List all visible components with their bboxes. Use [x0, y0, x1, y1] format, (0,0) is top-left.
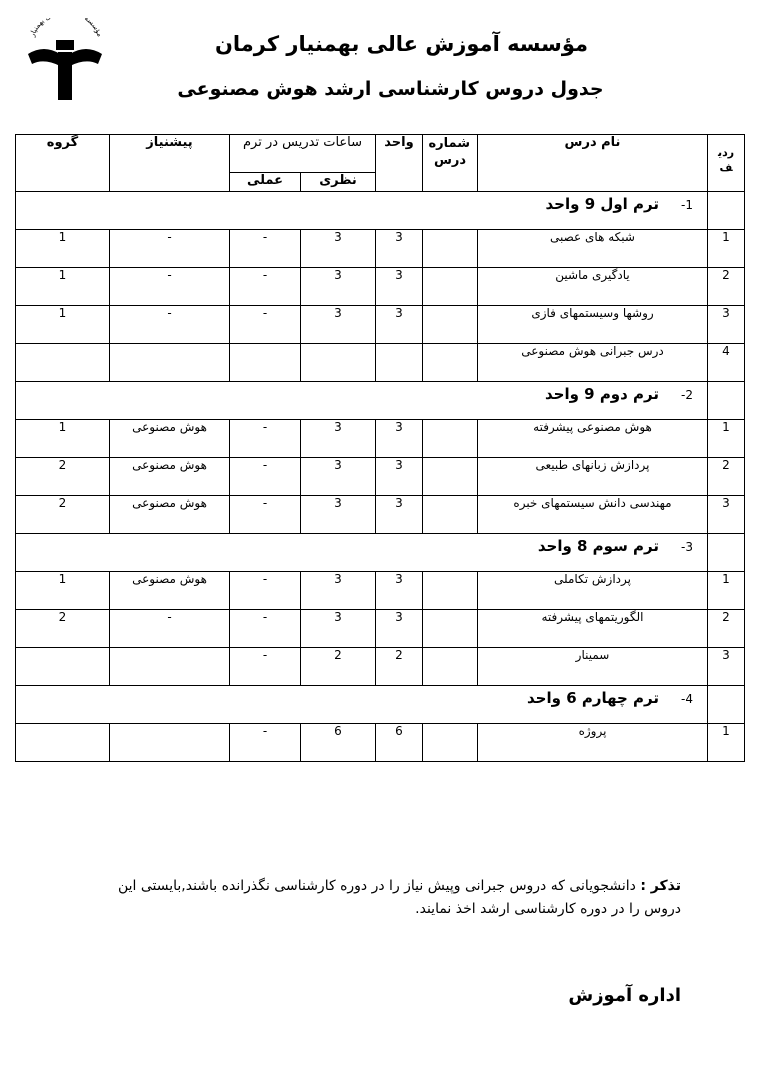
cell-course-name: پردازش تکاملی: [478, 572, 708, 610]
cell-prereq: هوش مصنوعی: [110, 496, 230, 534]
cell-course-name: پردازش زبانهای طبیعی: [478, 458, 708, 496]
cell-course-name: درس جبرانی هوش مصنوعی: [478, 344, 708, 382]
cell-group: 1: [16, 230, 110, 268]
term-row-spacer: [708, 192, 745, 230]
cell-course-number: [423, 572, 478, 610]
cell-theory: 3: [301, 458, 376, 496]
cell-group: 1: [16, 572, 110, 610]
table-row: [16, 496, 745, 534]
cell-row-number: 1: [708, 572, 745, 610]
term-number: 3-: [681, 540, 693, 554]
term-title-cell: [16, 382, 708, 420]
term-title: ترم سوم 8 واحد: [537, 537, 660, 555]
cell-group: 2: [16, 458, 110, 496]
cell-units: 2: [376, 648, 423, 686]
cell-group: 2: [16, 610, 110, 648]
cell-course-name: روشها وسیستمهای فازی: [478, 306, 708, 344]
cell-prereq: -: [110, 268, 230, 306]
cell-course-number: [423, 610, 478, 648]
term-header-row: [16, 534, 745, 572]
cell-practical: -: [230, 610, 301, 648]
term-title: ترم چهارم 6 واحد: [527, 689, 660, 707]
header-theory: نظری: [301, 173, 376, 192]
cell-practical: -: [230, 648, 301, 686]
cell-practical: -: [230, 420, 301, 458]
cell-course-number: [423, 344, 478, 382]
cell-row-number: 3: [708, 306, 745, 344]
table-row: [16, 420, 745, 458]
term-header-row: [16, 686, 745, 724]
cell-prereq: -: [110, 306, 230, 344]
term-title: ترم دوم 9 واحد: [544, 385, 660, 403]
cell-course-number: [423, 420, 478, 458]
cell-theory: 3: [301, 572, 376, 610]
term-row-spacer: [708, 534, 745, 572]
cell-prereq: هوش مصنوعی: [110, 572, 230, 610]
cell-course-name: یادگیری ماشین: [478, 268, 708, 306]
cell-course-name: شبکه های عصبی: [478, 230, 708, 268]
cell-theory: [301, 344, 376, 382]
cell-units: 3: [376, 306, 423, 344]
cell-row-number: 1: [708, 420, 745, 458]
term-number: 4-: [681, 692, 693, 706]
cell-row-number: 2: [708, 268, 745, 306]
term-header-row: [16, 382, 745, 420]
header-course-number: شماره درس: [423, 135, 478, 192]
cell-course-name: الگوریتمهای پیشرفته: [478, 610, 708, 648]
term-row-spacer: [708, 382, 745, 420]
cell-practical: -: [230, 458, 301, 496]
header-hours: ساعات تدریس در ترم: [230, 135, 376, 173]
cell-row-number: 3: [708, 496, 745, 534]
cell-row-number: 2: [708, 610, 745, 648]
term-title-cell: [16, 686, 708, 724]
cell-course-number: [423, 306, 478, 344]
table-row: [16, 306, 745, 344]
table-row: [16, 648, 745, 686]
cell-group: [16, 724, 110, 762]
cell-practical: -: [230, 268, 301, 306]
cell-practical: -: [230, 496, 301, 534]
cell-course-name: سمینار: [478, 648, 708, 686]
term-title: ترم اول 9 واحد: [545, 195, 660, 213]
cell-theory: 3: [301, 230, 376, 268]
signature-label: اداره آموزش: [568, 985, 681, 1006]
header-course-name: نام درس: [478, 135, 708, 192]
cell-prereq: هوش مصنوعی: [110, 458, 230, 496]
institution-name: مؤسسه آموزش عالی بهمنیار کرمان: [215, 32, 588, 56]
header-prereq: پیشنیاز: [110, 135, 230, 192]
header-units: واحد: [376, 135, 423, 192]
cell-units: 3: [376, 610, 423, 648]
note-text: دانشجویانی که دروس جبرانی وپیش نیاز را در دوره کارشناسی نگذرانده باشند,بایستی این دروس را در دوره کارشناسی ارشد اخذ نمایند.: [117, 878, 681, 917]
cell-course-number: [423, 724, 478, 762]
cell-row-number: 2: [708, 458, 745, 496]
term-title-cell: [16, 192, 708, 230]
cell-units: 3: [376, 230, 423, 268]
table-row: [16, 724, 745, 762]
cell-theory: 3: [301, 268, 376, 306]
term-title-cell: [16, 534, 708, 572]
table-row: [16, 268, 745, 306]
cell-course-number: [423, 230, 478, 268]
cell-course-number: [423, 496, 478, 534]
cell-units: 3: [376, 420, 423, 458]
table-row: [16, 458, 745, 496]
header-group: گروه: [16, 135, 110, 192]
cell-prereq: [110, 344, 230, 382]
cell-theory: 6: [301, 724, 376, 762]
cell-units: [376, 344, 423, 382]
term-header-row: [16, 192, 745, 230]
cell-prereq: -: [110, 610, 230, 648]
cell-row-number: 1: [708, 724, 745, 762]
cell-course-name: پروژه: [478, 724, 708, 762]
header-practical: عملی: [230, 173, 301, 192]
cell-course-number: [423, 648, 478, 686]
note: [101, 875, 681, 921]
cell-theory: 2: [301, 648, 376, 686]
cell-theory: 3: [301, 306, 376, 344]
cell-row-number: 1: [708, 230, 745, 268]
cell-group: 1: [16, 268, 110, 306]
cell-prereq: [110, 724, 230, 762]
cell-prereq: هوش مصنوعی: [110, 420, 230, 458]
page-title: جدول دروس کارشناسی ارشد هوش مصنوعی: [177, 78, 604, 100]
cell-practical: -: [230, 306, 301, 344]
cell-group: 1: [16, 306, 110, 344]
term-number: 1-: [681, 198, 693, 212]
course-table: [15, 134, 745, 762]
cell-course-number: [423, 458, 478, 496]
cell-group: [16, 648, 110, 686]
cell-row-number: 3: [708, 648, 745, 686]
cell-units: 3: [376, 268, 423, 306]
cell-theory: 3: [301, 610, 376, 648]
cell-theory: 3: [301, 420, 376, 458]
table-row: [16, 344, 745, 382]
cell-row-number: 4: [708, 344, 745, 382]
cell-units: 3: [376, 458, 423, 496]
header-row-number: ردیف: [708, 135, 745, 192]
cell-practical: -: [230, 724, 301, 762]
term-number: 2-: [681, 388, 693, 402]
cell-course-number: [423, 268, 478, 306]
cell-course-name: مهندسی دانش سیستمهای خبره: [478, 496, 708, 534]
cell-group: 2: [16, 496, 110, 534]
cell-units: 3: [376, 496, 423, 534]
cell-course-name: هوش مصنوعی پیشرفته: [478, 420, 708, 458]
term-row-spacer: [708, 686, 745, 724]
cell-group: 1: [16, 420, 110, 458]
table-row: [16, 572, 745, 610]
cell-group: [16, 344, 110, 382]
table-row: [16, 610, 745, 648]
table-row: [16, 230, 745, 268]
logo-arc-text: مؤسسه بهمنیار: [28, 18, 104, 38]
note-label: تذکر :: [640, 878, 681, 894]
cell-prereq: [110, 648, 230, 686]
cell-practical: -: [230, 230, 301, 268]
cell-practical: [230, 344, 301, 382]
cell-units: 6: [376, 724, 423, 762]
cell-prereq: -: [110, 230, 230, 268]
cell-practical: -: [230, 572, 301, 610]
cell-theory: 3: [301, 496, 376, 534]
cell-units: 3: [376, 572, 423, 610]
